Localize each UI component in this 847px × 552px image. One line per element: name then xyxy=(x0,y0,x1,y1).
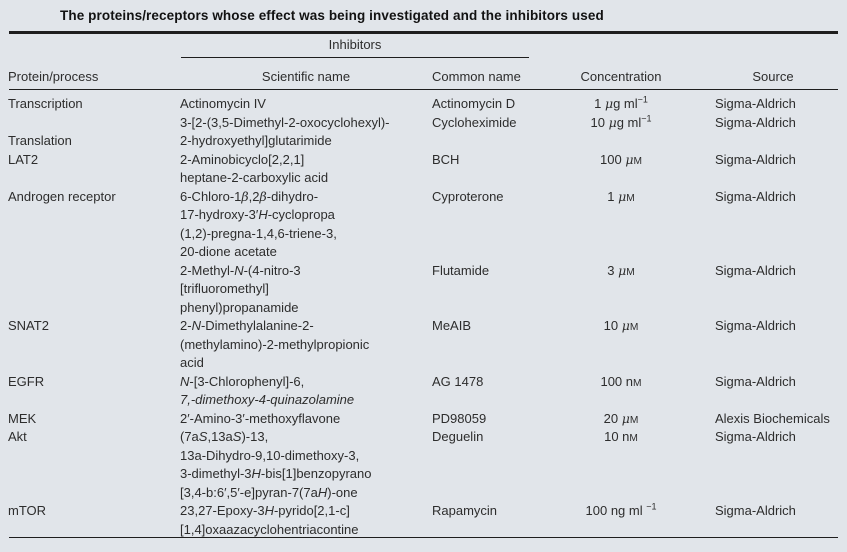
cell-concentration xyxy=(535,484,707,503)
cell-protein xyxy=(8,484,180,503)
cell-source: Sigma-Aldrich xyxy=(715,373,796,389)
cell-common-name xyxy=(432,280,535,299)
cell-scientific-name: [1,4]oxaazacyclohentriacontine xyxy=(180,521,359,537)
column-header-concentration: Concentration xyxy=(580,69,662,84)
cell-source: Alexis Biochemicals xyxy=(715,410,830,426)
cell-protein xyxy=(8,225,180,244)
table-title: The proteins/receptors whose effect was being investigated and the inhibitors used xyxy=(60,8,604,23)
cell-source xyxy=(707,132,847,151)
cell-protein xyxy=(8,206,180,225)
cell-protein xyxy=(8,465,180,484)
cell-concentration xyxy=(535,169,707,188)
table-row xyxy=(8,373,847,392)
cell-concentration: 100 ng ml $^{-1}$ xyxy=(585,501,657,518)
table-row xyxy=(8,299,847,318)
cell-concentration xyxy=(535,280,707,299)
cell-scientific-name: 23,27-Epoxy-3H-pyrido[2,1-c] xyxy=(180,503,350,518)
cell-common-name: Rapamycin xyxy=(432,503,498,518)
cell-source xyxy=(707,465,847,484)
table-row xyxy=(8,317,847,336)
cell-source xyxy=(707,280,847,299)
cell-scientific-name: 3-[2-(3,5-Dimethyl-2-oxocyclohexyl)- xyxy=(180,114,390,130)
table-row xyxy=(8,280,847,299)
cell-source xyxy=(707,484,847,503)
cell-common-name xyxy=(432,465,535,484)
cell-source xyxy=(707,169,847,188)
cell-scientific-name: heptane-2-carboxylic acid xyxy=(180,170,329,185)
cell-source: Sigma-Aldrich xyxy=(715,188,796,204)
cell-concentration: 3 μM xyxy=(607,262,635,278)
cell-common-name: Cyproterone xyxy=(432,188,504,204)
cell-scientific-name: 2-Aminobicyclo[2,2,1] xyxy=(180,151,305,167)
cell-common-name: PD98059 xyxy=(432,410,487,426)
cell-scientific-name: 17-hydroxy-3′H-cyclopropa xyxy=(180,207,335,222)
cell-protein xyxy=(8,299,180,318)
cell-concentration xyxy=(535,132,707,151)
table-row xyxy=(8,502,847,521)
cell-common-name: Flutamide xyxy=(432,262,490,278)
cell-common-name: MeAIB xyxy=(432,318,472,333)
column-header-protein: Protein/process xyxy=(8,69,99,84)
cell-source: Sigma-Aldrich xyxy=(715,96,796,111)
cell-common-name: Deguelin xyxy=(432,429,484,444)
cell-concentration xyxy=(535,465,707,484)
cell-protein xyxy=(8,280,180,299)
cell-common-name xyxy=(432,447,535,466)
cell-protein xyxy=(8,354,180,373)
cell-source xyxy=(707,243,847,262)
table-row xyxy=(8,151,847,170)
bottom-rule xyxy=(9,537,838,538)
cell-concentration xyxy=(535,243,707,262)
cell-common-name: BCH xyxy=(432,151,460,167)
cell-common-name: Cycloheximide xyxy=(432,114,517,130)
table-row xyxy=(8,114,847,133)
table-row xyxy=(8,447,847,466)
cell-scientific-name: 7,-dimethoxy-4-quinazolamine xyxy=(180,392,355,407)
cell-protein xyxy=(8,114,180,133)
cell-source xyxy=(707,225,847,244)
cell-protein xyxy=(8,243,180,262)
cell-protein xyxy=(8,447,180,466)
cell-common-name: Actinomycin D xyxy=(432,96,516,111)
cell-scientific-name: 2′-Amino-3′-methoxyflavone xyxy=(180,410,341,426)
cell-concentration xyxy=(535,354,707,373)
cell-concentration: 20 μM xyxy=(603,410,639,426)
cell-common-name xyxy=(432,391,535,410)
table-row xyxy=(8,243,847,262)
cell-common-name xyxy=(432,336,535,355)
table-row xyxy=(8,336,847,355)
cell-protein: Akt xyxy=(8,429,27,444)
cell-concentration: 100 μM xyxy=(600,151,642,167)
cell-source: Sigma-Aldrich xyxy=(715,503,796,518)
cell-concentration: 10 μg $ml^{-1}$ xyxy=(590,113,652,130)
cell-source: Sigma-Aldrich xyxy=(715,318,796,333)
table-row xyxy=(8,484,847,503)
table-row xyxy=(8,410,847,429)
cell-scientific-name: N-[3-Chlorophenyl]-6, xyxy=(180,373,305,389)
cell-concentration xyxy=(535,225,707,244)
cell-source: Sigma-Aldrich xyxy=(715,114,796,130)
cell-scientific-name: 2-hydroxyethyl]glutarimide xyxy=(180,133,332,148)
cell-common-name xyxy=(432,243,535,262)
cell-scientific-name: phenyl)propanamide xyxy=(180,299,299,315)
cell-protein: Translation xyxy=(8,133,72,148)
table-row xyxy=(8,206,847,225)
inhibitors-group-header: Inhibitors xyxy=(328,37,382,52)
cell-concentration xyxy=(535,336,707,355)
cell-concentration xyxy=(535,299,707,318)
cell-protein xyxy=(8,169,180,188)
cell-scientific-name: (1,2)-pregna-1,4,6-triene-3, xyxy=(180,225,337,241)
cell-source: Sigma-Aldrich xyxy=(715,262,796,278)
cell-scientific-name: 3-dimethyl-3H-bis[1]benzopyrano xyxy=(180,466,372,481)
table-row xyxy=(8,262,847,281)
header-rule xyxy=(9,89,838,90)
cell-concentration xyxy=(535,391,707,410)
cell-source xyxy=(707,354,847,373)
cell-protein: Androgen receptor xyxy=(8,188,116,204)
column-header-scientific-name: Scientific name xyxy=(261,69,351,84)
cell-source xyxy=(707,299,847,318)
inhibitors-underline xyxy=(181,57,529,58)
table-row xyxy=(8,428,847,447)
table-row xyxy=(8,169,847,188)
table-body xyxy=(8,95,847,539)
cell-scientific-name: Actinomycin IV xyxy=(180,96,266,111)
column-header-common-name: Common name xyxy=(432,69,521,84)
cell-protein: mTOR xyxy=(8,503,47,518)
column-header-source: Source xyxy=(752,69,794,84)
cell-scientific-name: 13a-Dihydro-9,10-dimethoxy-3, xyxy=(180,447,360,463)
cell-concentration xyxy=(535,447,707,466)
cell-common-name xyxy=(432,206,535,225)
cell-concentration xyxy=(535,206,707,225)
cell-scientific-name: [trifluoromethyl] xyxy=(180,281,269,296)
table-row xyxy=(8,225,847,244)
table-row xyxy=(8,188,847,207)
cell-source xyxy=(707,447,847,466)
cell-source: Sigma-Aldrich xyxy=(715,151,796,167)
cell-source: Sigma-Aldrich xyxy=(715,429,796,444)
cell-concentration: 1 μg $ml^{-1}$ xyxy=(594,94,648,111)
cell-common-name xyxy=(432,299,535,318)
cell-protein xyxy=(8,262,180,283)
cell-source xyxy=(707,391,847,410)
cell-concentration: 10 nM xyxy=(604,429,638,444)
table-row xyxy=(8,465,847,484)
cell-protein xyxy=(8,391,180,410)
cell-common-name xyxy=(432,132,535,151)
cell-scientific-name: 6-Chloro-1β,2β-dihydro- xyxy=(180,188,319,204)
cell-common-name: AG 1478 xyxy=(432,373,484,389)
cell-common-name xyxy=(432,354,535,373)
cell-protein xyxy=(8,336,180,355)
cell-protein: LAT2 xyxy=(8,151,39,167)
table-row xyxy=(8,132,847,151)
cell-common-name xyxy=(432,169,535,188)
cell-protein: SNAT2 xyxy=(8,318,49,333)
cell-concentration: 100 nM xyxy=(600,373,642,389)
cell-scientific-name: acid xyxy=(180,355,204,370)
title-rule xyxy=(9,31,838,34)
cell-scientific-name: [3,4-b:6′,5′-e]pyran-7(7aH)-one xyxy=(180,484,358,500)
table-row xyxy=(8,391,847,410)
cell-protein: EGFR xyxy=(8,373,45,389)
cell-concentration: 1 μM xyxy=(607,188,635,204)
cell-scientific-name: (7aS,13aS)-13, xyxy=(180,429,269,444)
cell-source xyxy=(707,206,847,225)
cell-concentration: 10 μM xyxy=(603,318,639,333)
cell-scientific-name: 2-N-Dimethylalanine-2- xyxy=(180,318,314,333)
cell-protein: Transcription xyxy=(8,96,83,111)
cell-scientific-name: 2-Methyl-N-(4-nitro-3 xyxy=(180,262,301,278)
table-row xyxy=(8,354,847,373)
table-row xyxy=(8,95,847,114)
cell-common-name xyxy=(432,225,535,244)
cell-scientific-name: 20-dione acetate xyxy=(180,244,277,259)
cell-protein: MEK xyxy=(8,410,37,426)
cell-common-name xyxy=(432,484,535,503)
cell-source xyxy=(707,336,847,355)
cell-scientific-name: (methylamino)-2-methylpropionic xyxy=(180,336,370,352)
